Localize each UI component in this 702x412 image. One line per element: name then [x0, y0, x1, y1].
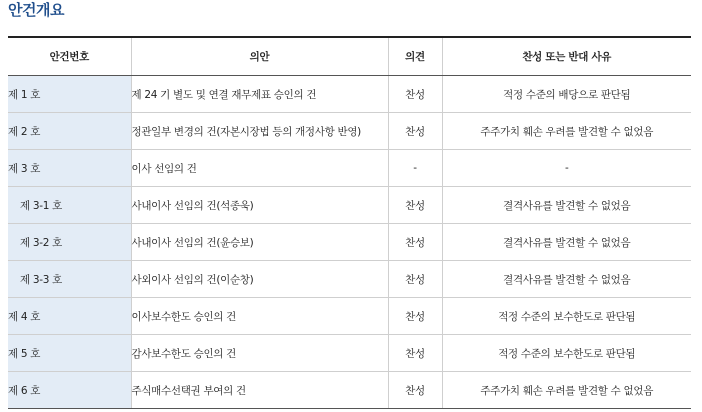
- agenda-number: 제 2 호: [8, 113, 131, 150]
- agenda-opinion: 찬성: [388, 298, 442, 335]
- table-row: [8, 335, 691, 372]
- agenda-opinion: 찬성: [388, 261, 442, 298]
- table-row: [8, 261, 691, 298]
- table-row: [8, 113, 691, 150]
- agenda-opinion: 찬성: [388, 372, 442, 409]
- agenda-opinion: 찬성: [388, 187, 442, 224]
- agenda-reason: -: [442, 150, 691, 187]
- agenda-title: 감사보수한도 승인의 건: [131, 335, 388, 372]
- header-title: 의안: [131, 37, 388, 76]
- agenda-title: 주식매수선택권 부여의 건: [131, 372, 388, 409]
- table-row: [8, 150, 691, 187]
- agenda-reason: 결격사유를 발견할 수 없었음: [442, 261, 691, 298]
- table-row: [8, 76, 691, 113]
- agenda-title: 사내이사 선임의 건(석종욱): [131, 187, 388, 224]
- table-header-row: [8, 37, 691, 76]
- agenda-opinion: 찬성: [388, 335, 442, 372]
- agenda-reason: 주주가치 훼손 우려를 발견할 수 없었음: [442, 113, 691, 150]
- agenda-title: 제 24 기 별도 및 연결 재무제표 승인의 건: [131, 76, 388, 113]
- agenda-number: 제 3 호: [8, 150, 131, 187]
- agenda-opinion: 찬성: [388, 76, 442, 113]
- agenda-title: 이사보수한도 승인의 건: [131, 298, 388, 335]
- agenda-number: 제 1 호: [8, 76, 131, 113]
- agenda-number: 제 6 호: [8, 372, 131, 409]
- agenda-reason: 결격사유를 발견할 수 없었음: [442, 224, 691, 261]
- agenda-title: 사내이사 선임의 건(윤승보): [131, 224, 388, 261]
- table-row: [8, 372, 691, 409]
- agenda-number: 제 5 호: [8, 335, 131, 372]
- agenda-reason: 결격사유를 발견할 수 없었음: [442, 187, 691, 224]
- header-opinion: 의견: [388, 37, 442, 76]
- agenda-number: 제 3-2 호: [8, 224, 131, 261]
- agenda-title: 이사 선임의 건: [131, 150, 388, 187]
- agenda-table: [8, 36, 691, 409]
- agenda-title: 정관일부 변경의 건(자본시장법 등의 개정사항 반영): [131, 113, 388, 150]
- agenda-reason: 적정 수준의 보수한도로 판단됨: [442, 335, 691, 372]
- agenda-reason: 적정 수준의 배당으로 판단됨: [442, 76, 691, 113]
- agenda-title: 사외이사 선임의 건(이순창): [131, 261, 388, 298]
- agenda-opinion: -: [388, 150, 442, 187]
- agenda-number: 제 4 호: [8, 298, 131, 335]
- section-title: 안건개요: [8, 1, 64, 19]
- agenda-number: 제 3-3 호: [8, 261, 131, 298]
- table-row: [8, 298, 691, 335]
- agenda-opinion: 찬성: [388, 113, 442, 150]
- header-reason: 찬성 또는 반대 사유: [442, 37, 691, 76]
- table-row: [8, 187, 691, 224]
- table-row: [8, 224, 691, 261]
- agenda-reason: 적정 수준의 보수한도로 판단됨: [442, 298, 691, 335]
- header-number: 안건번호: [8, 37, 131, 76]
- agenda-reason: 주주가치 훼손 우려를 발견할 수 없었음: [442, 372, 691, 409]
- agenda-opinion: 찬성: [388, 224, 442, 261]
- agenda-number: 제 3-1 호: [8, 187, 131, 224]
